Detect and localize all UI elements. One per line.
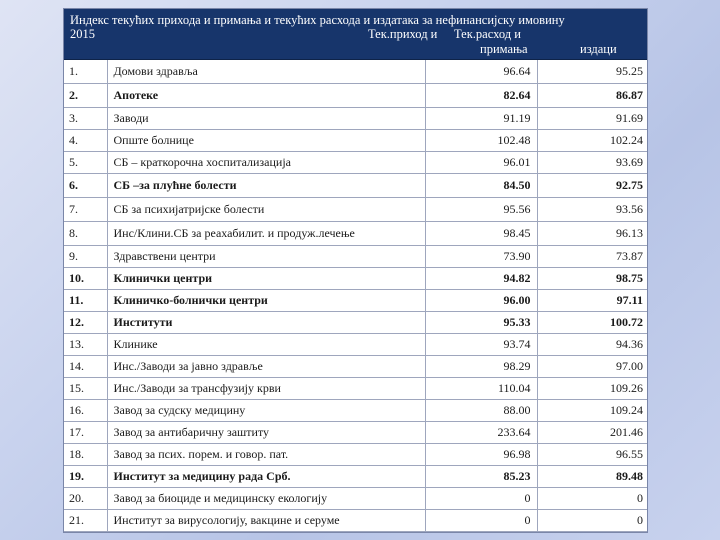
income-index: 85.23 xyxy=(425,466,537,488)
table-row xyxy=(64,222,648,246)
institution-name: СБ – краткорочна хоспитализација xyxy=(107,152,425,174)
table-row xyxy=(64,152,648,174)
income-index: 95.33 xyxy=(425,312,537,334)
expense-index: 96.13 xyxy=(537,222,648,246)
row-number: 9. xyxy=(64,246,107,268)
income-index: 98.45 xyxy=(425,222,537,246)
expense-index: 73.87 xyxy=(537,246,648,268)
institution-name: Завод за биоциде и медицинску екологију xyxy=(107,488,425,510)
expense-index: 93.69 xyxy=(537,152,648,174)
row-number: 2. xyxy=(64,84,107,108)
income-index: 102.48 xyxy=(425,130,537,152)
table-title-year: 2015 xyxy=(70,27,95,41)
row-number: 18. xyxy=(64,444,107,466)
institution-name: СБ –за плућне болести xyxy=(107,174,425,198)
expense-index: 109.26 xyxy=(537,378,648,400)
table-row xyxy=(64,378,648,400)
row-number: 11. xyxy=(64,290,107,312)
table-row xyxy=(64,356,648,378)
expense-index: 98.75 xyxy=(537,268,648,290)
income-index: 91.19 xyxy=(425,108,537,130)
table-row xyxy=(64,108,648,130)
row-number: 16. xyxy=(64,400,107,422)
institution-name: Клинички центри xyxy=(107,268,425,290)
income-index: 84.50 xyxy=(425,174,537,198)
table-row xyxy=(64,268,648,290)
income-index: 96.01 xyxy=(425,152,537,174)
income-index: 0 xyxy=(425,488,537,510)
expense-index: 95.25 xyxy=(537,60,648,84)
row-number: 4. xyxy=(64,130,107,152)
table-row xyxy=(64,246,648,268)
expense-index: 102.24 xyxy=(537,130,648,152)
table-row xyxy=(64,84,648,108)
column-header-income: Тек.приход и xyxy=(368,27,438,41)
row-number: 5. xyxy=(64,152,107,174)
income-index: 93.74 xyxy=(425,334,537,356)
row-number: 10. xyxy=(64,268,107,290)
expense-index: 97.11 xyxy=(537,290,648,312)
institution-name: СБ за психијатријске болести xyxy=(107,198,425,222)
row-number: 13. xyxy=(64,334,107,356)
row-number: 15. xyxy=(64,378,107,400)
row-number: 3. xyxy=(64,108,107,130)
expense-index: 109.24 xyxy=(537,400,648,422)
institution-name: Завод за псих. порем. и говор. пат. xyxy=(107,444,425,466)
table-row xyxy=(64,510,648,532)
table-row xyxy=(64,422,648,444)
expense-index: 100.72 xyxy=(537,312,648,334)
institution-name: Институт за вирусологију, вакцине и серуме xyxy=(107,510,425,532)
income-index: 88.00 xyxy=(425,400,537,422)
income-index: 96.64 xyxy=(425,60,537,84)
institution-name: Апотеке xyxy=(107,84,425,108)
row-number: 8. xyxy=(64,222,107,246)
income-index: 73.90 xyxy=(425,246,537,268)
table-row xyxy=(64,444,648,466)
row-number: 17. xyxy=(64,422,107,444)
row-number: 20. xyxy=(64,488,107,510)
income-index: 0 xyxy=(425,510,537,532)
table-row xyxy=(64,312,648,334)
table-row xyxy=(64,174,648,198)
table-row xyxy=(64,488,648,510)
index-table xyxy=(64,60,648,532)
income-index: 96.98 xyxy=(425,444,537,466)
table-row xyxy=(64,334,648,356)
income-index: 94.82 xyxy=(425,268,537,290)
column-header-expense-sub: издаци xyxy=(580,42,617,56)
income-index: 98.29 xyxy=(425,356,537,378)
row-number: 7. xyxy=(64,198,107,222)
expense-index: 86.87 xyxy=(537,84,648,108)
institution-name: Заводи xyxy=(107,108,425,130)
table-row xyxy=(64,60,648,84)
institution-name: Инс./Заводи за трансфузију крви xyxy=(107,378,425,400)
expense-index: 89.48 xyxy=(537,466,648,488)
slide-frame xyxy=(63,8,648,533)
income-index: 95.56 xyxy=(425,198,537,222)
institution-name: Институти xyxy=(107,312,425,334)
table-row xyxy=(64,400,648,422)
institution-name: Домови здравља xyxy=(107,60,425,84)
expense-index: 94.36 xyxy=(537,334,648,356)
institution-name: Опште болнице xyxy=(107,130,425,152)
institution-name: Клинике xyxy=(107,334,425,356)
institution-name: Завод за судску медицину xyxy=(107,400,425,422)
row-number: 6. xyxy=(64,174,107,198)
income-index: 82.64 xyxy=(425,84,537,108)
income-index: 110.04 xyxy=(425,378,537,400)
institution-name: Институт за медицину рада Срб. xyxy=(107,466,425,488)
expense-index: 93.56 xyxy=(537,198,648,222)
table-row xyxy=(64,130,648,152)
row-number: 21. xyxy=(64,510,107,532)
institution-name: Здравствени центри xyxy=(107,246,425,268)
table-header xyxy=(64,9,647,60)
institution-name: Инс/Клини.СБ за реахабилит. и продуж.лечење xyxy=(107,222,425,246)
income-index: 96.00 xyxy=(425,290,537,312)
table-row xyxy=(64,290,648,312)
column-header-expense: Тек.расход и xyxy=(454,27,521,41)
row-number: 1. xyxy=(64,60,107,84)
row-number: 19. xyxy=(64,466,107,488)
table-row xyxy=(64,198,648,222)
table-row xyxy=(64,466,648,488)
expense-index: 96.55 xyxy=(537,444,648,466)
expense-index: 97.00 xyxy=(537,356,648,378)
expense-index: 91.69 xyxy=(537,108,648,130)
row-number: 14. xyxy=(64,356,107,378)
institution-name: Инс./Заводи за јавно здравље xyxy=(107,356,425,378)
institution-name: Клиничко-болнички центри xyxy=(107,290,425,312)
column-header-income-sub: примања xyxy=(480,42,528,56)
expense-index: 92.75 xyxy=(537,174,648,198)
institution-name: Завод за антибаричну заштиту xyxy=(107,422,425,444)
expense-index: 0 xyxy=(537,488,648,510)
expense-index: 201.46 xyxy=(537,422,648,444)
income-index: 233.64 xyxy=(425,422,537,444)
row-number: 12. xyxy=(64,312,107,334)
expense-index: 0 xyxy=(537,510,648,532)
table-title: Индекс текућих прихода и примања и текућих расхода и издатака за нефинансијску имовину xyxy=(70,13,565,27)
